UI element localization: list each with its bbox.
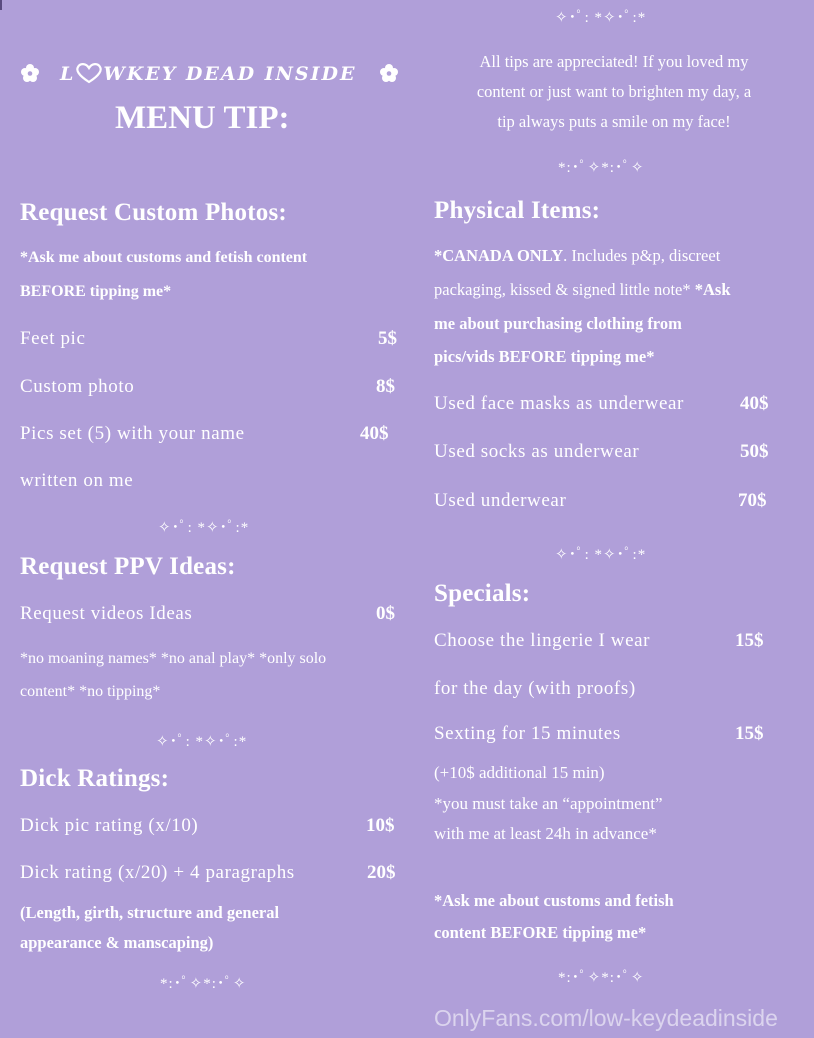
menu-item-label: Used underwear <box>434 490 567 511</box>
menu-item-continuation: written on me <box>20 470 134 491</box>
menu-item-label: Used face masks as underwear <box>434 393 684 414</box>
sparkle-divider: *:･ﾟ✧*:･ﾟ✧ <box>160 976 247 992</box>
menu-item-label: Feet pic <box>20 328 86 349</box>
intro-line: tip always puts a smile on my face! <box>497 112 731 131</box>
intro-line: content or just want to brighten my day, a <box>476 82 752 101</box>
menu-item-label: Request videos Ideas <box>20 603 193 624</box>
menu-item-label: Sexting for 15 minutes <box>434 723 621 744</box>
ratings-note: appearance & manscaping) <box>20 933 214 952</box>
menu-item-price: 8$ <box>376 376 395 397</box>
brand-line <box>20 62 399 85</box>
watermark: OnlyFans.com/low-keydeadinside <box>434 1005 778 1031</box>
section-heading-physical: Physical Items: <box>434 197 601 224</box>
menu-item-continuation: for the day (with proofs) <box>434 678 636 699</box>
brand-name-start: L <box>60 63 76 85</box>
menu-item-price: 0$ <box>376 603 395 624</box>
custom-photos-note: *Ask me about customs and fetish content <box>20 249 308 266</box>
page-edge-mark <box>0 0 2 10</box>
menu-item-price: 10$ <box>366 815 395 836</box>
physical-note-text: . Includes p&p, discreet <box>563 246 721 265</box>
menu-item-label: Dick pic rating (x/10) <box>20 815 199 836</box>
physical-note: me about purchasing clothing from <box>434 314 682 333</box>
specials-note: content BEFORE tipping me* <box>434 923 647 942</box>
menu-item-price: 40$ <box>740 393 769 414</box>
sparkle-divider: ✧･ﾟ: *✧･ﾟ:* <box>156 734 248 750</box>
heart-icon <box>75 62 103 84</box>
menu-item-price: 40$ <box>360 423 389 444</box>
section-heading-specials: Specials: <box>434 580 531 607</box>
physical-note: pics/vids BEFORE tipping me* <box>434 347 655 366</box>
physical-note-bold: *CANADA ONLY <box>434 246 564 265</box>
sparkle-divider: *:･ﾟ✧*:･ﾟ✧ <box>558 160 645 176</box>
sexting-note: *you must take an “appointment” <box>434 794 663 813</box>
section-heading-ppv: Request PPV Ideas: <box>20 553 236 580</box>
menu-item-price: 15$ <box>735 723 764 744</box>
ratings-note: (Length, girth, structure and general <box>20 903 280 922</box>
menu-item-label: Custom photo <box>20 376 135 397</box>
sexting-note: with me at least 24h in advance* <box>434 824 657 843</box>
menu-item-price: 50$ <box>740 441 769 462</box>
menu-item-label: Dick rating (x/20) + 4 paragraphs <box>20 862 295 883</box>
menu-item-price: 5$ <box>378 328 397 349</box>
sparkle-divider: ✧･ﾟ: *✧･ﾟ:* <box>158 520 250 536</box>
sparkle-divider: *:･ﾟ✧*:･ﾟ✧ <box>558 970 645 986</box>
flower-icon <box>20 63 40 83</box>
menu-item-price: 70$ <box>738 490 767 511</box>
ppv-rules: *no moaning names* *no anal play* *only solo <box>20 650 327 667</box>
brand-name-end: WKEY DEAD INSIDE <box>103 63 357 85</box>
specials-note: *Ask me about customs and fetish <box>434 891 674 910</box>
sparkle-divider: ✧･ﾟ: *✧･ﾟ:* <box>555 10 647 26</box>
ppv-rules: content* *no tipping* <box>20 683 161 700</box>
sexting-note: (+10$ additional 15 min) <box>434 763 605 782</box>
menu-item-price: 20$ <box>367 862 396 883</box>
section-heading-custom-photos: Request Custom Photos: <box>20 199 287 226</box>
menu-item-label: Pics set (5) with your name <box>20 423 245 444</box>
physical-note-bold: *Ask <box>690 280 731 299</box>
flower-icon <box>379 63 399 83</box>
section-heading-ratings: Dick Ratings: <box>20 765 170 792</box>
physical-note <box>434 280 731 300</box>
intro-text <box>430 47 798 137</box>
menu-item-label: Choose the lingerie I wear <box>434 630 651 651</box>
menu-item-label: Used socks as underwear <box>434 441 640 462</box>
physical-note <box>434 246 720 266</box>
page-title: MENU TIP: <box>115 100 290 136</box>
intro-line: All tips are appreciated! If you loved my <box>479 52 749 71</box>
menu-item-price: 15$ <box>735 630 764 651</box>
physical-note-text: packaging, kissed & signed little note* <box>434 280 691 299</box>
sparkle-divider: ✧･ﾟ: *✧･ﾟ:* <box>555 547 647 563</box>
custom-photos-note: BEFORE tipping me* <box>20 283 172 300</box>
